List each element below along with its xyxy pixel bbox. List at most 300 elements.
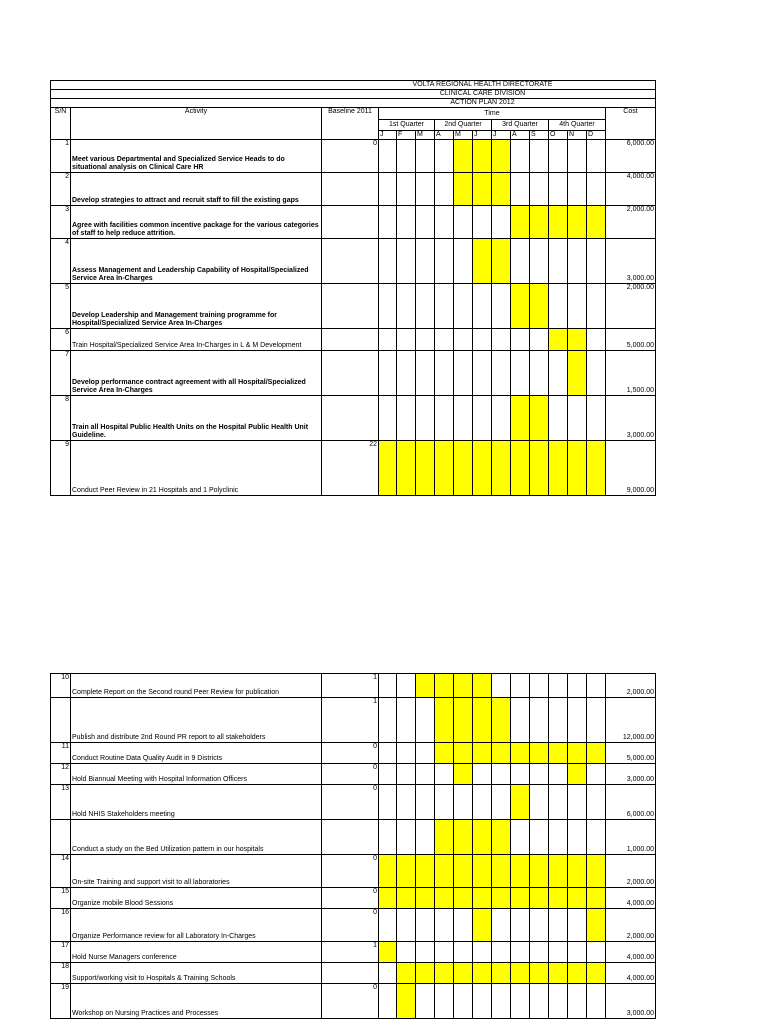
row-cost: 2,000.00 bbox=[606, 909, 656, 942]
month-cell bbox=[379, 441, 397, 496]
month-cell bbox=[568, 855, 587, 888]
month-cell bbox=[435, 173, 454, 206]
month-cell bbox=[397, 329, 416, 351]
month-cell bbox=[473, 239, 492, 284]
month-cell bbox=[530, 698, 549, 743]
row-cost: 2,000.00 bbox=[606, 206, 656, 239]
month-cell bbox=[530, 674, 549, 698]
month-cell bbox=[587, 206, 606, 239]
row-baseline: 0 bbox=[322, 888, 379, 909]
month-cell bbox=[511, 820, 530, 855]
month-cell bbox=[530, 743, 549, 764]
month-cell bbox=[397, 441, 416, 496]
row-baseline: 0 bbox=[322, 140, 379, 173]
month-cell bbox=[397, 284, 416, 329]
row-baseline: 1 bbox=[322, 942, 379, 963]
month-cell bbox=[473, 140, 492, 173]
month-cell bbox=[473, 351, 492, 396]
month-cell bbox=[435, 329, 454, 351]
month-cell bbox=[397, 820, 416, 855]
month-cell bbox=[568, 441, 587, 496]
month-cell bbox=[379, 173, 397, 206]
month-cell bbox=[492, 396, 511, 441]
month-cell bbox=[379, 984, 397, 1019]
month-cell bbox=[568, 239, 587, 284]
month-cell bbox=[473, 441, 492, 496]
month-cell bbox=[549, 855, 568, 888]
month-cell bbox=[473, 743, 492, 764]
month-cell bbox=[492, 743, 511, 764]
month-cell bbox=[549, 351, 568, 396]
month-cell bbox=[379, 855, 397, 888]
row-sn: 10 bbox=[51, 674, 71, 698]
activity-header: Activity bbox=[71, 108, 322, 140]
row-activity: Agree with facilities common incentive package for the various categories of staff to help reduce attrition. bbox=[71, 206, 322, 239]
month-cell bbox=[416, 743, 435, 764]
month-cell bbox=[587, 764, 606, 785]
month-cell bbox=[511, 674, 530, 698]
month-cell bbox=[397, 888, 416, 909]
row-baseline bbox=[322, 329, 379, 351]
month-cell bbox=[397, 674, 416, 698]
month-cell bbox=[454, 284, 473, 329]
row-activity: Train all Hospital Public Health Units on the Hospital Public Health Unit Guideline. bbox=[71, 396, 322, 441]
month-cell bbox=[397, 909, 416, 942]
quarter-3-header: 3rd Quarter bbox=[492, 120, 549, 131]
table-row bbox=[51, 888, 656, 909]
month-cell bbox=[435, 206, 454, 239]
month-cell bbox=[435, 785, 454, 820]
month-cell bbox=[379, 206, 397, 239]
row-baseline bbox=[322, 396, 379, 441]
table-row bbox=[51, 396, 656, 441]
month-cell bbox=[435, 909, 454, 942]
month-cell bbox=[397, 984, 416, 1019]
month-cell bbox=[492, 984, 511, 1019]
month-cell bbox=[549, 888, 568, 909]
row-baseline: 22 bbox=[322, 441, 379, 496]
month-cell bbox=[511, 963, 530, 984]
month-cell bbox=[587, 329, 606, 351]
month-header: S bbox=[530, 131, 549, 140]
month-cell bbox=[511, 909, 530, 942]
row-cost: 2,000.00 bbox=[606, 284, 656, 329]
row-sn: 15 bbox=[51, 888, 71, 909]
baseline-header: Baseline 2011 bbox=[322, 108, 379, 140]
month-cell bbox=[568, 984, 587, 1019]
month-cell bbox=[587, 888, 606, 909]
table-row bbox=[51, 674, 656, 698]
month-cell bbox=[416, 888, 435, 909]
table-row bbox=[51, 909, 656, 942]
row-sn: 11 bbox=[51, 743, 71, 764]
month-cell bbox=[511, 173, 530, 206]
row-baseline bbox=[322, 206, 379, 239]
table-row bbox=[51, 820, 656, 855]
month-cell bbox=[454, 329, 473, 351]
month-cell bbox=[454, 441, 473, 496]
month-header: A bbox=[435, 131, 454, 140]
row-cost: 6,000.00 bbox=[606, 140, 656, 173]
month-cell bbox=[530, 239, 549, 284]
row-baseline: 0 bbox=[322, 909, 379, 942]
month-cell bbox=[435, 984, 454, 1019]
action-plan-sheet-bottom bbox=[0, 660, 768, 1024]
month-cell bbox=[530, 963, 549, 984]
month-cell bbox=[511, 206, 530, 239]
month-cell bbox=[473, 888, 492, 909]
month-cell bbox=[549, 140, 568, 173]
month-header: F bbox=[397, 131, 416, 140]
month-cell bbox=[379, 396, 397, 441]
month-cell bbox=[416, 785, 435, 820]
row-baseline: 0 bbox=[322, 855, 379, 888]
month-cell bbox=[397, 855, 416, 888]
month-header: M bbox=[416, 131, 435, 140]
month-cell bbox=[492, 329, 511, 351]
month-cell bbox=[473, 173, 492, 206]
quarter-4-header: 4th Quarter bbox=[549, 120, 606, 131]
month-cell bbox=[435, 239, 454, 284]
row-cost: 3,000.00 bbox=[606, 396, 656, 441]
month-cell bbox=[435, 698, 454, 743]
month-cell bbox=[379, 909, 397, 942]
month-cell bbox=[416, 441, 435, 496]
month-cell bbox=[473, 764, 492, 785]
month-cell bbox=[587, 396, 606, 441]
row-activity: Train Hospital/Specialized Service Area In-Charges in L & M Development bbox=[71, 329, 322, 351]
month-cell bbox=[568, 396, 587, 441]
month-cell bbox=[473, 329, 492, 351]
month-cell bbox=[492, 855, 511, 888]
month-cell bbox=[587, 785, 606, 820]
month-cell bbox=[568, 351, 587, 396]
row-cost: 1,500.00 bbox=[606, 351, 656, 396]
row-baseline bbox=[322, 351, 379, 396]
month-cell bbox=[530, 329, 549, 351]
row-cost: 2,000.00 bbox=[606, 855, 656, 888]
month-cell bbox=[397, 785, 416, 820]
row-cost: 4,000.00 bbox=[606, 888, 656, 909]
month-cell bbox=[435, 396, 454, 441]
month-cell bbox=[454, 140, 473, 173]
month-cell bbox=[379, 698, 397, 743]
month-cell bbox=[511, 329, 530, 351]
month-cell bbox=[511, 888, 530, 909]
month-cell bbox=[473, 396, 492, 441]
row-activity: Support/working visit to Hospitals & Training Schools bbox=[71, 963, 322, 984]
month-cell bbox=[530, 140, 549, 173]
month-cell bbox=[568, 909, 587, 942]
month-cell bbox=[416, 855, 435, 888]
month-header: J bbox=[473, 131, 492, 140]
row-activity: Hold Biannual Meeting with Hospital Information Officers bbox=[71, 764, 322, 785]
table-row bbox=[51, 441, 656, 496]
month-cell bbox=[473, 785, 492, 820]
month-cell bbox=[530, 984, 549, 1019]
month-cell bbox=[379, 674, 397, 698]
month-cell bbox=[473, 909, 492, 942]
month-cell bbox=[549, 942, 568, 963]
row-activity: Meet various Departmental and Specialized Service Heads to do situational analysis on Clinical Care HR bbox=[71, 140, 322, 173]
month-cell bbox=[568, 820, 587, 855]
row-sn: 17 bbox=[51, 942, 71, 963]
month-cell bbox=[587, 820, 606, 855]
month-cell bbox=[587, 284, 606, 329]
cost-header: Cost bbox=[606, 108, 656, 140]
row-activity: Publish and distribute 2nd Round PR report to all stakeholders bbox=[71, 698, 322, 743]
row-cost: 5,000.00 bbox=[606, 329, 656, 351]
row-activity: Complete Report on the Second round Peer Review for publication bbox=[71, 674, 322, 698]
month-cell bbox=[549, 239, 568, 284]
month-cell bbox=[416, 984, 435, 1019]
month-cell bbox=[379, 284, 397, 329]
month-cell bbox=[549, 284, 568, 329]
month-cell bbox=[549, 963, 568, 984]
month-cell bbox=[454, 888, 473, 909]
month-cell bbox=[416, 396, 435, 441]
table-row bbox=[51, 785, 656, 820]
row-cost: 4,000.00 bbox=[606, 173, 656, 206]
month-cell bbox=[492, 441, 511, 496]
row-sn: 7 bbox=[51, 351, 71, 396]
month-cell bbox=[416, 173, 435, 206]
month-cell bbox=[492, 674, 511, 698]
month-cell bbox=[454, 820, 473, 855]
row-cost: 3,000.00 bbox=[606, 239, 656, 284]
month-cell bbox=[473, 855, 492, 888]
row-sn: 9 bbox=[51, 441, 71, 496]
month-cell bbox=[549, 698, 568, 743]
month-cell bbox=[530, 284, 549, 329]
month-cell bbox=[454, 909, 473, 942]
row-activity: Hold Nurse Managers conference bbox=[71, 942, 322, 963]
month-cell bbox=[416, 698, 435, 743]
month-cell bbox=[511, 396, 530, 441]
row-sn: 4 bbox=[51, 239, 71, 284]
month-cell bbox=[473, 698, 492, 743]
month-cell bbox=[511, 942, 530, 963]
month-cell bbox=[416, 820, 435, 855]
month-cell bbox=[379, 888, 397, 909]
row-cost: 9,000.00 bbox=[606, 441, 656, 496]
month-cell bbox=[549, 984, 568, 1019]
month-cell bbox=[397, 239, 416, 284]
month-cell bbox=[587, 441, 606, 496]
month-cell bbox=[454, 206, 473, 239]
row-sn: 3 bbox=[51, 206, 71, 239]
row-sn: 12 bbox=[51, 764, 71, 785]
month-cell bbox=[568, 785, 587, 820]
table-row bbox=[51, 984, 656, 1019]
month-cell bbox=[454, 396, 473, 441]
month-cell bbox=[435, 963, 454, 984]
row-sn bbox=[51, 820, 71, 855]
month-cell bbox=[416, 351, 435, 396]
month-cell bbox=[568, 329, 587, 351]
month-cell bbox=[492, 239, 511, 284]
row-baseline: 1 bbox=[322, 674, 379, 698]
month-cell bbox=[435, 140, 454, 173]
month-cell bbox=[416, 329, 435, 351]
time-header: Time bbox=[379, 108, 606, 120]
month-cell bbox=[473, 942, 492, 963]
month-cell bbox=[454, 785, 473, 820]
month-cell bbox=[511, 855, 530, 888]
month-cell bbox=[435, 284, 454, 329]
month-cell bbox=[454, 239, 473, 284]
table-row bbox=[51, 963, 656, 984]
month-cell bbox=[530, 173, 549, 206]
row-sn: 19 bbox=[51, 984, 71, 1019]
month-cell bbox=[397, 698, 416, 743]
month-cell bbox=[530, 942, 549, 963]
month-cell bbox=[568, 284, 587, 329]
month-cell bbox=[416, 909, 435, 942]
month-cell bbox=[511, 698, 530, 743]
month-cell bbox=[492, 909, 511, 942]
month-cell bbox=[549, 329, 568, 351]
month-cell bbox=[416, 206, 435, 239]
month-cell bbox=[568, 674, 587, 698]
row-baseline: 0 bbox=[322, 984, 379, 1019]
row-sn bbox=[51, 698, 71, 743]
table-row bbox=[51, 942, 656, 963]
month-cell bbox=[397, 764, 416, 785]
month-cell bbox=[511, 284, 530, 329]
table-row bbox=[51, 743, 656, 764]
row-sn: 2 bbox=[51, 173, 71, 206]
month-cell bbox=[530, 351, 549, 396]
month-cell bbox=[397, 173, 416, 206]
month-cell bbox=[587, 173, 606, 206]
month-cell bbox=[511, 239, 530, 284]
month-cell bbox=[492, 284, 511, 329]
month-cell bbox=[435, 674, 454, 698]
month-cell bbox=[397, 963, 416, 984]
month-cell bbox=[492, 785, 511, 820]
month-cell bbox=[473, 984, 492, 1019]
table-row bbox=[51, 284, 656, 329]
division-title: CLINICAL CARE DIVISION bbox=[51, 90, 656, 99]
month-cell bbox=[530, 855, 549, 888]
row-activity: Develop strategies to attract and recruit staff to fill the existing gaps bbox=[71, 173, 322, 206]
month-cell bbox=[492, 698, 511, 743]
month-cell bbox=[435, 820, 454, 855]
month-cell bbox=[416, 942, 435, 963]
month-cell bbox=[416, 963, 435, 984]
month-cell bbox=[397, 942, 416, 963]
row-sn: 16 bbox=[51, 909, 71, 942]
month-cell bbox=[397, 206, 416, 239]
month-cell bbox=[435, 942, 454, 963]
month-cell bbox=[568, 173, 587, 206]
month-cell bbox=[511, 984, 530, 1019]
month-cell bbox=[492, 820, 511, 855]
table-row bbox=[51, 140, 656, 173]
month-cell bbox=[379, 351, 397, 396]
month-cell bbox=[416, 674, 435, 698]
action-plan-table-continued bbox=[50, 673, 656, 1019]
month-cell bbox=[397, 140, 416, 173]
month-cell bbox=[454, 942, 473, 963]
month-cell bbox=[587, 239, 606, 284]
month-cell bbox=[492, 942, 511, 963]
month-cell bbox=[492, 206, 511, 239]
quarter-1-header: 1st Quarter bbox=[379, 120, 435, 131]
month-cell bbox=[530, 888, 549, 909]
month-cell bbox=[454, 351, 473, 396]
month-cell bbox=[549, 743, 568, 764]
month-cell bbox=[530, 764, 549, 785]
month-cell bbox=[587, 140, 606, 173]
month-cell bbox=[530, 206, 549, 239]
month-cell bbox=[454, 855, 473, 888]
row-baseline bbox=[322, 284, 379, 329]
row-baseline bbox=[322, 239, 379, 284]
month-cell bbox=[454, 984, 473, 1019]
month-cell bbox=[379, 785, 397, 820]
month-cell bbox=[397, 351, 416, 396]
row-sn: 5 bbox=[51, 284, 71, 329]
month-cell bbox=[379, 942, 397, 963]
month-cell bbox=[549, 764, 568, 785]
month-header: D bbox=[587, 131, 606, 140]
month-cell bbox=[435, 888, 454, 909]
row-sn: 13 bbox=[51, 785, 71, 820]
org-title: VOLTA REGIONAL HEALTH DIRECTORATE bbox=[51, 81, 656, 90]
month-cell bbox=[454, 173, 473, 206]
month-cell bbox=[587, 984, 606, 1019]
month-cell bbox=[568, 698, 587, 743]
month-cell bbox=[568, 942, 587, 963]
month-cell bbox=[454, 743, 473, 764]
month-cell bbox=[435, 855, 454, 888]
month-cell bbox=[587, 351, 606, 396]
month-cell bbox=[492, 963, 511, 984]
row-activity: Organize Performance review for all Laboratory In-Charges bbox=[71, 909, 322, 942]
month-header: O bbox=[549, 131, 568, 140]
quarter-2-header: 2nd Quarter bbox=[435, 120, 492, 131]
month-cell bbox=[530, 396, 549, 441]
month-cell bbox=[416, 239, 435, 284]
month-cell bbox=[492, 764, 511, 785]
row-activity: Develop Leadership and Management training programme for Hospital/Specialized Service Area In-Charges bbox=[71, 284, 322, 329]
month-cell bbox=[587, 698, 606, 743]
row-cost: 6,000.00 bbox=[606, 785, 656, 820]
month-cell bbox=[473, 963, 492, 984]
table-row bbox=[51, 329, 656, 351]
month-cell bbox=[549, 785, 568, 820]
row-cost: 3,000.00 bbox=[606, 764, 656, 785]
month-cell bbox=[379, 140, 397, 173]
month-cell bbox=[379, 239, 397, 284]
row-activity: Organize mobile Blood Sessions bbox=[71, 888, 322, 909]
month-header: M bbox=[454, 131, 473, 140]
plan-title: ACTION PLAN 2012 bbox=[51, 99, 656, 108]
month-cell bbox=[435, 743, 454, 764]
month-cell bbox=[549, 820, 568, 855]
month-cell bbox=[435, 441, 454, 496]
month-cell bbox=[549, 674, 568, 698]
month-cell bbox=[568, 963, 587, 984]
row-cost: 12,000.00 bbox=[606, 698, 656, 743]
month-cell bbox=[568, 140, 587, 173]
month-cell bbox=[511, 441, 530, 496]
row-baseline bbox=[322, 173, 379, 206]
month-cell bbox=[587, 909, 606, 942]
month-cell bbox=[397, 396, 416, 441]
